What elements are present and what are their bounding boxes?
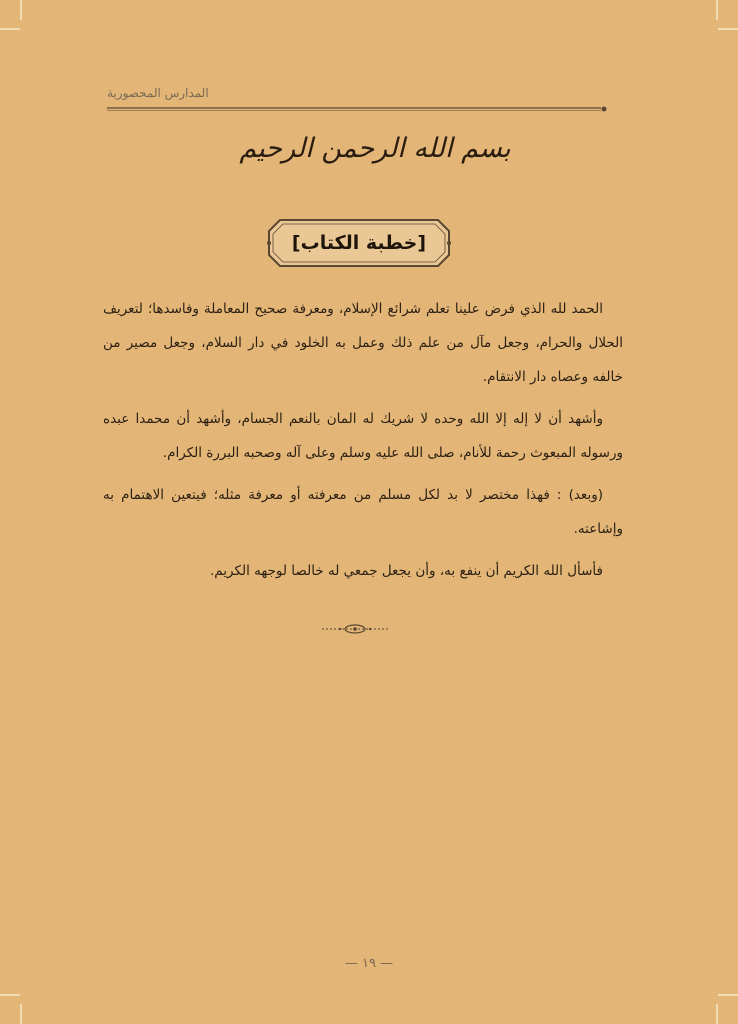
running-header-title: المدارس المحصورية	[107, 86, 209, 100]
crop-mark-bottom-left-v	[20, 1004, 22, 1024]
closing-ornament-icon	[320, 622, 390, 636]
crop-mark-top-left-h	[0, 28, 20, 30]
basmala-calligraphy: بسم الله الرحمن الرحيم	[239, 133, 511, 164]
crop-mark-top-right-v	[716, 0, 718, 20]
page-number: — ١٩ —	[344, 956, 394, 971]
paragraph: (وبعد) : فهذا مختصر لا بد لكل مسلم من معرفته أو معرفة مثله؛ فيتعين الاهتمام به وإشاعته.	[103, 487, 623, 537]
paragraph: فأسأل الله الكريم أن ينفع به، وأن يجعل جمعي له خالصا لوجهه الكريم.	[210, 563, 603, 579]
body-text	[103, 292, 623, 596]
crop-mark-top-right-h	[718, 28, 738, 30]
section-title: [خطبة الكتاب]	[291, 232, 427, 254]
crop-mark-top-left-v	[20, 0, 22, 20]
paragraph: الحمد لله الذي فرض علينا تعلم شرائع الإسلام، ومعرفة صحيح المعاملة وفاسدها؛ لتعريف الحلال والحرام، وجعل مآل من علم ذلك وعمل به الخلود في دار السلام، وجعل مصير من خالفه وعصاه دار الانتقام.	[103, 301, 623, 385]
header-rule	[107, 106, 607, 112]
paragraph: وأشهد أن لا إله إلا الله وحده لا شريك له المان بالنعم الجسام، وأشهد أن محمدا عبده ورسوله المبعوث رحمة للأنام، صلى الله عليه وسلم وعلى آله وصحبه البررة الكرام.	[103, 411, 623, 461]
crop-mark-bottom-right-v	[716, 1004, 718, 1024]
crop-mark-bottom-left-h	[0, 994, 20, 996]
crop-mark-bottom-right-h	[718, 994, 738, 996]
